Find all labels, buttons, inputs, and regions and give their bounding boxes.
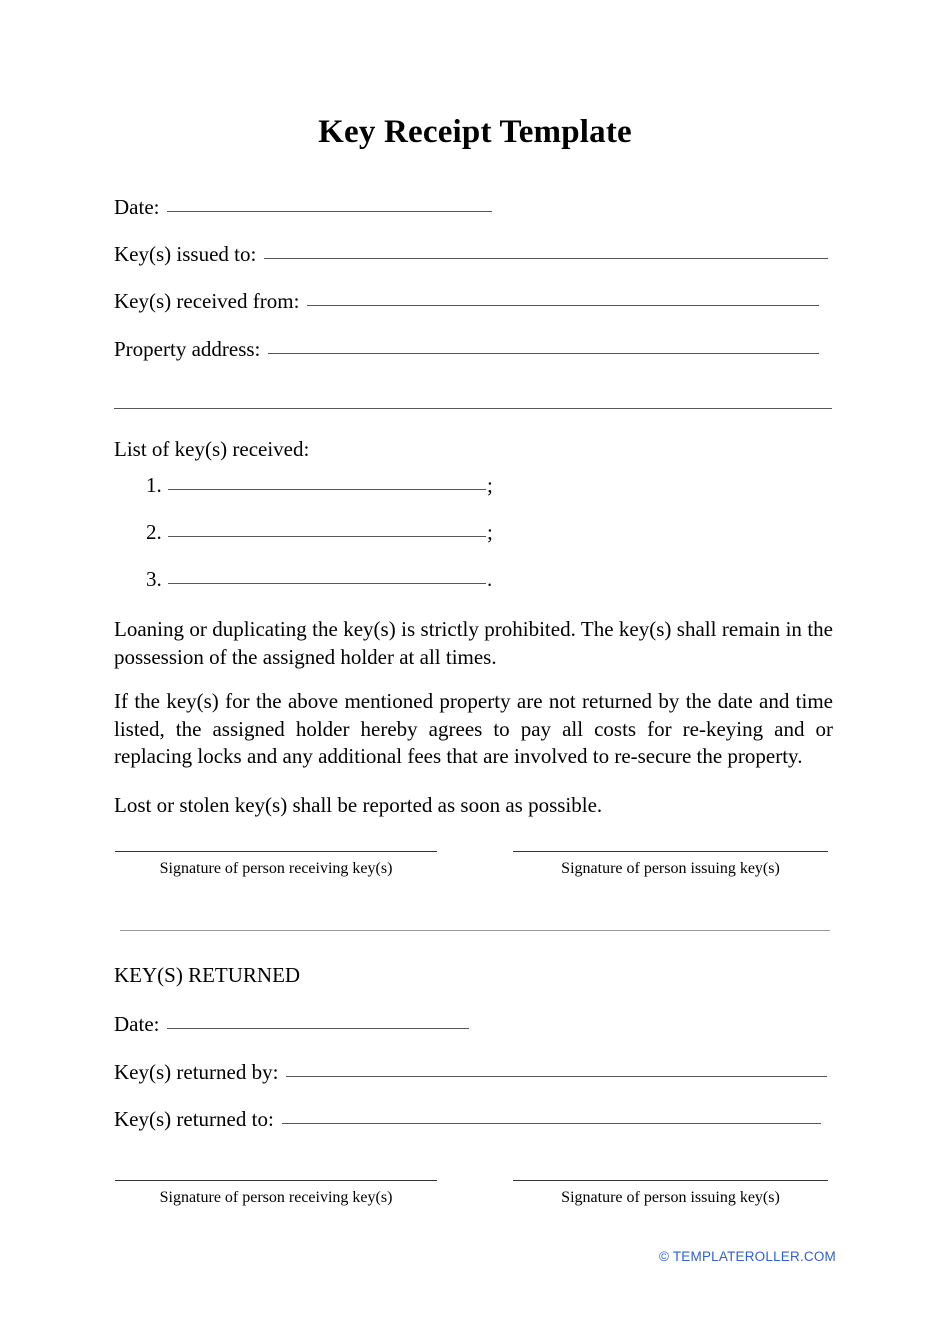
field-issued-to [114,241,828,267]
field-returned-date [114,1011,469,1037]
list-item-terminator: ; [487,520,493,544]
signature-receiving-top-rule[interactable] [115,851,437,852]
footer-watermark[interactable] [659,1249,836,1264]
signature-issuing-bottom-rule[interactable] [513,1180,828,1181]
footer-site-name[interactable]: TEMPLATEROLLER.COM [672,1249,836,1264]
paragraph-lost-keys: Lost or stolen key(s) shall be reported as soon as possible. [114,793,603,817]
signature-receiving-top-caption: Signature of person receiving key(s) [159,860,393,877]
field-property-address-second-rule[interactable] [114,408,832,409]
list-item [146,519,493,545]
paragraph-prohibition: Loaning or duplicating the key(s) is strictly prohibited. The key(s) shall remain in the possession of the assigned holder at all times. [114,617,833,669]
field-returned-by [114,1059,827,1085]
list-item [146,566,492,592]
page-title: Key Receipt Template [318,114,632,150]
paragraph-non-return-costs: If the key(s) for the above mentioned property are not returned by the date and time listed, the assigned holder hereby agrees to pay all costs for re-keying and or replacing locks and any additional fees that are involved to re-secure the property. [114,689,833,768]
signature-receiving-bottom-rule[interactable] [115,1180,437,1181]
signature-issuing-top-rule[interactable] [513,851,828,852]
field-returned-to-input-rule[interactable] [282,1123,821,1124]
list-item-terminator: ; [487,473,493,497]
copyright-icon: © [658,1249,670,1264]
signature-issuing-top [513,851,828,879]
field-received-from [114,288,819,314]
field-returned-to [114,1106,821,1132]
signature-issuing-bottom-caption: Signature of person issuing key(s) [561,1189,780,1206]
field-issued-to-label: Key(s) issued to: [114,242,257,266]
field-issued-to-input-rule[interactable] [264,258,828,259]
field-date-label: Date: [114,195,160,219]
list-item-input-rule[interactable] [168,583,486,584]
list-of-keys-label: List of key(s) received: [114,437,310,461]
signature-issuing-bottom [513,1180,828,1208]
section-heading-keys-returned: KEY(S) RETURNED [114,963,301,987]
list-item-number: 2. [146,520,162,544]
field-date-input-rule[interactable] [167,211,492,212]
section-divider [120,930,830,931]
field-property-address-input-rule[interactable] [268,353,819,354]
list-item-input-rule[interactable] [168,536,486,537]
field-returned-date-input-rule[interactable] [167,1028,469,1029]
signature-receiving-top [115,851,437,879]
field-returned-date-label: Date: [114,1012,160,1036]
field-received-from-label: Key(s) received from: [114,289,300,313]
list-item-terminator: . [487,567,493,591]
field-returned-by-label: Key(s) returned by: [114,1060,279,1084]
list-item-number: 1. [146,473,162,497]
list-item-number: 3. [146,567,162,591]
field-property-address [114,336,819,362]
field-returned-by-input-rule[interactable] [286,1076,827,1077]
field-date [114,194,492,220]
field-received-from-input-rule[interactable] [307,305,819,306]
signature-receiving-bottom [115,1180,437,1208]
field-returned-to-label: Key(s) returned to: [114,1107,274,1131]
signature-issuing-top-caption: Signature of person issuing key(s) [561,860,780,877]
list-item-input-rule[interactable] [168,489,486,490]
signature-receiving-bottom-caption: Signature of person receiving key(s) [159,1189,393,1206]
field-property-address-label: Property address: [114,337,261,361]
list-item [146,472,493,498]
